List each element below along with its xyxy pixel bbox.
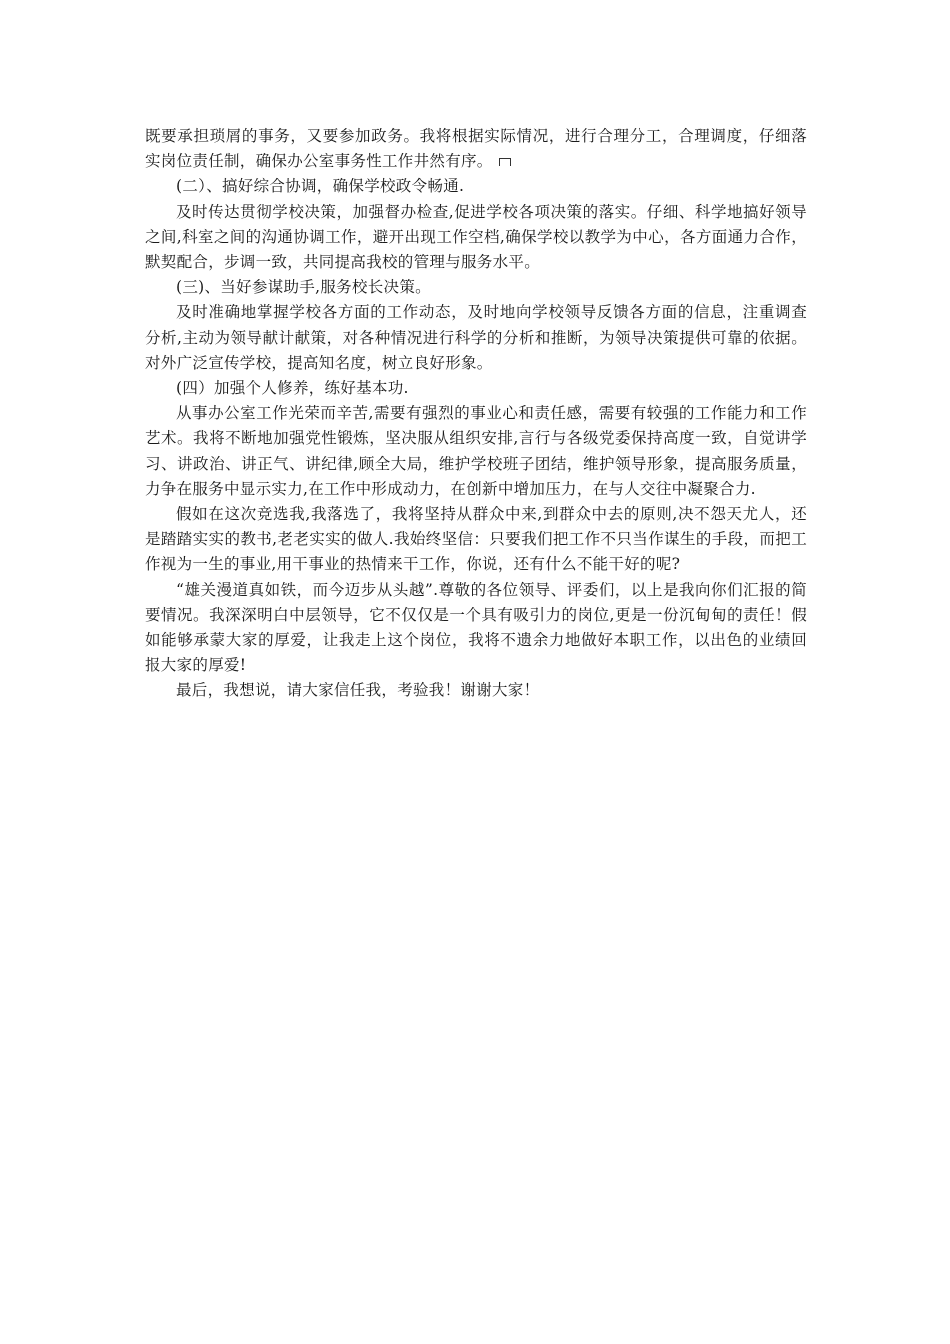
paragraph-continuation [145, 124, 807, 174]
document-page [145, 124, 807, 704]
section-heading-3: (三)、当好参谋助手,服务校长决策。 [176, 278, 431, 297]
paragraph-if-not-elected: 假如在这次竞选我,我落选了，我将坚持从群众中来,到群众中去的原则,决不怨天尤人，还是踏踏实实的教书,老老实实的做人.我始终坚信：只要我们把工作不只当作谋生的手段，而把工作视为一生的事业,用干事业的热情来干工作，你说，还有什么不能干好的呢? [145, 505, 807, 574]
paragraph-text: 既要承担琐屑的事务，又要参加政务。我将根据实际情况，进行合理分工，合理调度，仔细落实岗位责任制，确保办公室事务性工作井然有序。 [145, 127, 807, 171]
paragraph-advisor: 及时准确地掌握学校各方面的工作动态，及时地向学校领导反馈各方面的信息，注重调查分析,主动为领导献计献策，对各种情况进行科学的分析和推断，为领导决策提供可靠的依据。对外广泛宣传学校，提高知名度，树立良好形象。 [145, 303, 807, 372]
paragraph-final-thanks: 最后，我想说，请大家信任我，考验我！谢谢大家！ [176, 681, 540, 700]
paragraph-coordination: 及时传达贯彻学校决策，加强督办检查,促进学校各项决策的落实。仔细、科学地搞好领导之间,科室之间的沟通协调工作，避开出现工作空档,确保学校以教学为中心，各方面通力合作，默契配合，步调一致，共同提高我校的管理与服务水平。 [145, 202, 807, 272]
section-heading-2: (二）、搞好综合协调，确保学校政令畅通. [176, 177, 465, 196]
edit-mark-icon [499, 158, 511, 166]
paragraph-closing-quote: “雄关漫道真如铁，而今迈步从头越”.尊敬的各位领导、评委们，以上是我向你们汇报的简要情况。我深深明白中层领导，它不仅仅是一个具有吸引力的岗位,更是一份沉甸甸的责任！假如能够承蒙大家的厚爱，让我走上这个岗位，我将不遗余力地做好本职工作，以出色的业绩回报大家的厚爱! [145, 580, 807, 675]
section-heading-4: (四）加强个人修养，练好基本功. [176, 379, 409, 398]
paragraph-self-improvement: 从事办公室工作光荣而辛苦,需要有强烈的事业心和责任感，需要有较强的工作能力和工作艺术。我将不断地加强党性锻炼，坚决服从组织安排,言行与各级党委保持高度一致，自觉讲学习、讲政治、讲正气、讲纪律,顾全大局，维护学校班子团结，维护领导形象，提高服务质量，力争在服务中显示实力,在工作中形成动力，在创新中增加压力，在与人交往中凝聚合力. [145, 404, 807, 498]
